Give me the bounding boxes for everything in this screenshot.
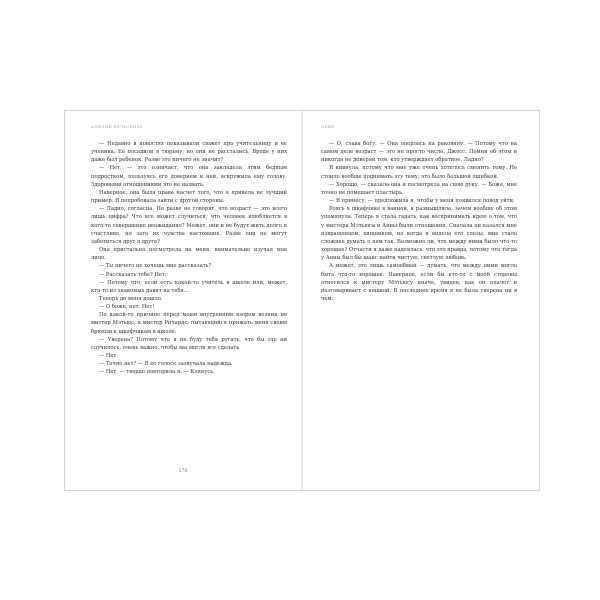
- paragraph: Наверное, она была права насчет того, что я привела не лучший пример. Я попробовала зайти с другой стороны.: [91, 189, 287, 205]
- paragraph: — О, слава богу. — Она оперлась на раковину. — Потому что на самом деле возраст — это не просто число, Джесс. Помни об этом и никогда не доверяй тем, кто утверждает обратное. Ладно?: [321, 141, 517, 164]
- paragraph: Я кивнула, потому что мне уже очень хотелось сменить тему. Не стоило вообще поднимать эту тему, это было большой ошибкой.: [321, 165, 517, 180]
- paragraph: — Уверена? Потому что я не буду тебя ругать, что бы это ни случилось, очень важно, чтобы мы могли все сделать.: [91, 336, 287, 351]
- book-spread: [64, 110, 540, 491]
- paragraph: — Нет, — твердо повторила я. — Клянусь.: [99, 369, 215, 376]
- left-page: [65, 111, 301, 490]
- paragraph: — Точно нет? — В ее голосе зазвучала надежда.: [99, 361, 233, 368]
- right-page-text: [321, 140, 517, 303]
- paragraph: — О боже, нет. Нет!: [99, 304, 155, 311]
- paragraph: Роясь в шкафчике в ванной, я размышляла, зачем вообще об этом упомянула. Теперь я стала гадать, как воспринимать идею о том, что у мистера Мэтьюса и Анны были отношения. Сначала он казался мне извращенцем, хищником, но когда я видела его слезы, мне стало сложнее думать о нем так. Возможно ли, что между ними было что-то хорошее? Отчасти я даже надеялась, что это правда, потому что тогда у Анны был бы шанс найти чистую, светлую любовь.: [321, 206, 517, 262]
- paragraph: — Нет, — это означает, что она закладела этим бедным подростком, пользуясь его доверием к ней, вскружила ему голову. Здоровыми отношениями это не назвать.: [91, 165, 287, 188]
- page-number: 170: [178, 469, 188, 474]
- paragraph: — Недавно в новостях показывали сюжет про учительницу и ее ученика. Ее посадили в тюрьму, но они не расстались. Вроде у них даже был ребенок. Разве это ничего не значит?: [91, 141, 287, 164]
- paragraph: А может, это лишь самообман — думать, что между ними могло быть что-то хорошее. Наверное, если бы кто-то с моей стороны относился к мистеру Мэтьюсу иначе, увидев, как он плачет и разговаривает с кошкой. В последнее время я не была уверена ни в чем.: [321, 263, 517, 302]
- right-running-head: ОКНО: [321, 125, 335, 129]
- paragraph: — Ладно, согласна. Но разве не говорят, что возраст — это всего лишь цифра? Что все может случиться, что человек влюбляется в кого-то совершенно неожиданно? Может, они и не будут жить долго и счастливо, но зато их чувства настоящие. Разве они не могут заботиться друг о друге?: [91, 206, 287, 245]
- paragraph: Теперь до меня дошло.: [99, 295, 163, 302]
- paragraph: Она пристально посмотрела на меня, внимательно изучая мое лицо.: [91, 247, 287, 262]
- paragraph: — Хорошо, — сказала она и посмотрела на свою руку. — Боже, мне точно не помешает пластырь.: [321, 181, 517, 196]
- right-page: [303, 111, 539, 490]
- paragraph: — Ты ничего не хочешь мне рассказать?: [99, 263, 212, 270]
- left-running-head: АМЕЛИЯ БЕЛЬСКИХЪ: [91, 125, 143, 129]
- paragraph: По какой-то причине перед моим внутренним взором возник не мистер Мэтьюс, а мистер Ричардс, пытающийся прижать меня своим брюхом к шкафчикам в школе.: [91, 312, 287, 335]
- paragraph: — Я принесу, — предложила я, чтобы у меня появился повод уйти.: [329, 198, 515, 205]
- paragraph: — Потому что, если есть какой-то учитель в школе или, может, кто-то из знакомых давит на тебя…: [91, 279, 287, 294]
- paragraph: — Рассказать тебе? Нет.: [99, 271, 167, 278]
- paragraph: — Нет.: [99, 353, 118, 360]
- left-page-text: [91, 140, 287, 377]
